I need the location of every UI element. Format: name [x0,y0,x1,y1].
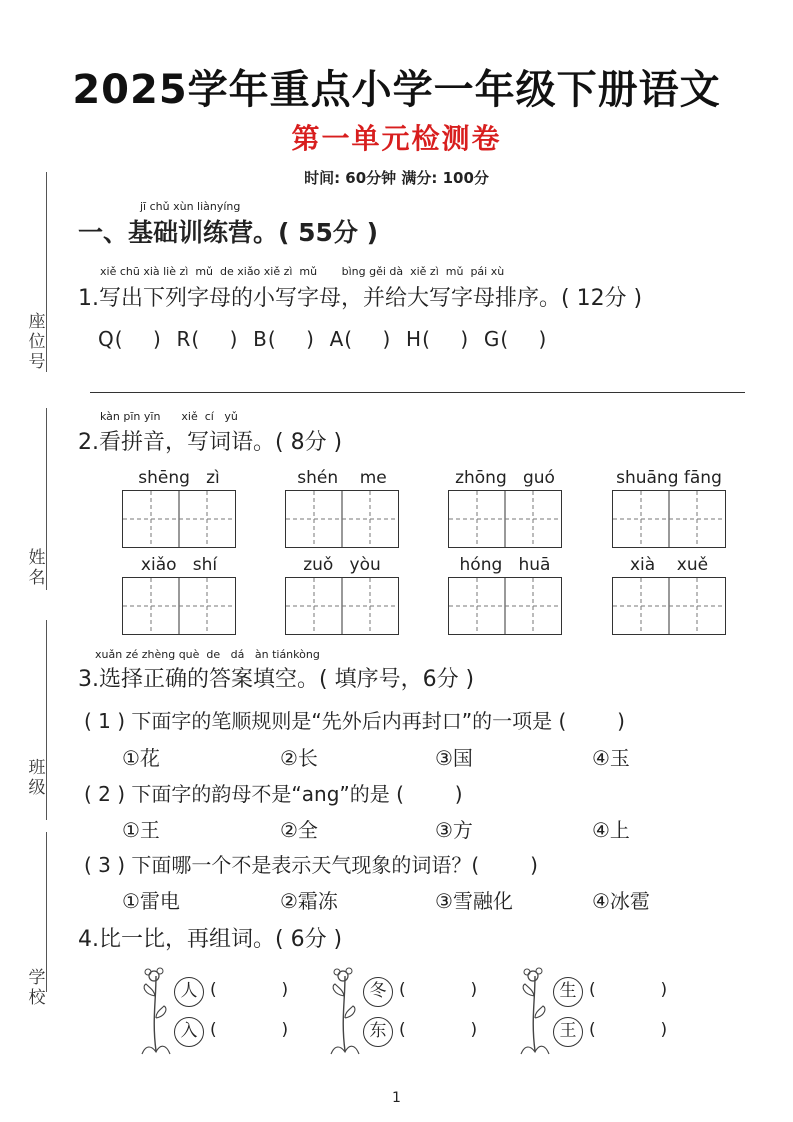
q3-item3-option[interactable]: ①雷电 [122,889,180,913]
page-number: 1 [392,1090,401,1106]
word-blank[interactable]: ( ) [210,980,289,1000]
compare-character: 入 [174,1017,204,1047]
writing-grid[interactable] [122,577,236,635]
q3-item2-option[interactable]: ④上 [592,818,630,842]
name-label: 姓名 [28,548,46,588]
pinyin-word: shēng zì [138,468,220,488]
pinyin-word: hóng huā [459,555,551,575]
q1-title: 1.写出下列字母的小写字母，并给大写字母排序。( 12分 ) [78,286,643,311]
pinyin-word: shén me [297,468,387,488]
q2-title: 2.看拼音，写词语。( 8分 ) [78,430,343,455]
divider-line [90,392,745,393]
q3-item2-question: ( 2 ) 下面字的韵母不是“ang”的是 ( ) [84,782,463,806]
q3-item3-option[interactable]: ④冰雹 [592,889,650,913]
school-label: 学校 [28,968,46,1008]
q3-item1-option[interactable]: ④玉 [592,746,630,770]
q1-letters[interactable]: Q( ) R( ) B( ) A( ) H( ) G( ) [98,327,548,351]
section1-title: 一、基础训练营。( 55分 ) [78,218,379,247]
q3-item1-option[interactable]: ①花 [122,746,160,770]
writing-grid[interactable] [448,490,562,548]
compare-character: 东 [363,1017,393,1047]
q3-item2-option[interactable]: ③方 [435,818,473,842]
q3-item2-option[interactable]: ②全 [280,818,318,842]
writing-grid[interactable] [612,577,726,635]
q3-item3-option[interactable]: ③雪融化 [435,889,513,913]
q3-item1-option[interactable]: ③国 [435,746,473,770]
writing-grid[interactable] [285,490,399,548]
pinyin-word: shuāng fāng [616,468,722,488]
page-subtitle: 第一单元检测卷 [291,122,502,155]
exam-meta: 时间: 60分钟 满分: 100分 [304,169,489,187]
q3-pinyin: xuǎn zé zhèng què de dá àn tiánkòng [95,648,320,661]
q3-item1-question: ( 1 ) 下面字的笔顺规则是“先外后内再封口”的一项是 ( ) [84,709,625,733]
q3-item1-option[interactable]: ②长 [280,746,318,770]
compare-character: 冬 [363,977,393,1007]
q3-item3-option[interactable]: ②霜冻 [280,889,338,913]
writing-grid[interactable] [448,577,562,635]
word-blank[interactable]: ( ) [589,980,668,1000]
q2-pinyin: kàn pīn yīn xiě cí yǔ [100,410,238,423]
compare-character: 生 [553,977,583,1007]
writing-grid[interactable] [612,490,726,548]
writing-grid[interactable] [122,490,236,548]
pinyin-word: zhōng guó [455,468,555,488]
seat-label: 座位号 [28,312,46,372]
pinyin-word: xià xuě [629,555,709,575]
q3-item3-question: ( 3 ) 下面哪一个不是表示天气现象的词语？( ) [84,853,538,877]
compare-character: 人 [174,977,204,1007]
q1-pinyin: xiě chū xià liè zì mǔ de xiǎo xiě zì mǔ bìng gěi dà xiě zì mǔ pái xù [100,265,505,278]
writing-grid[interactable] [285,577,399,635]
class-label: 班级 [28,758,46,798]
word-blank[interactable]: ( ) [399,1020,478,1040]
q4-title: 4.比一比，再组词。( 6分 ) [78,927,343,952]
flower-decoration-icon [138,966,172,1058]
page-title: 2025学年重点小学一年级下册语文 [72,67,721,113]
q3-title: 3.选择正确的答案填空。( 填序号，6分 ) [78,667,475,692]
word-blank[interactable]: ( ) [210,1020,289,1040]
word-blank[interactable]: ( ) [399,980,478,1000]
pinyin-word: xiǎo shí [140,555,218,575]
flower-decoration-icon [517,966,551,1058]
word-blank[interactable]: ( ) [589,1020,668,1040]
compare-character: 王 [553,1017,583,1047]
q3-item2-option[interactable]: ①王 [122,818,160,842]
pinyin-word: zuǒ yòu [303,555,381,575]
section1-pinyin: jī chǔ xùn liànyíng [140,200,241,213]
flower-decoration-icon [327,966,361,1058]
